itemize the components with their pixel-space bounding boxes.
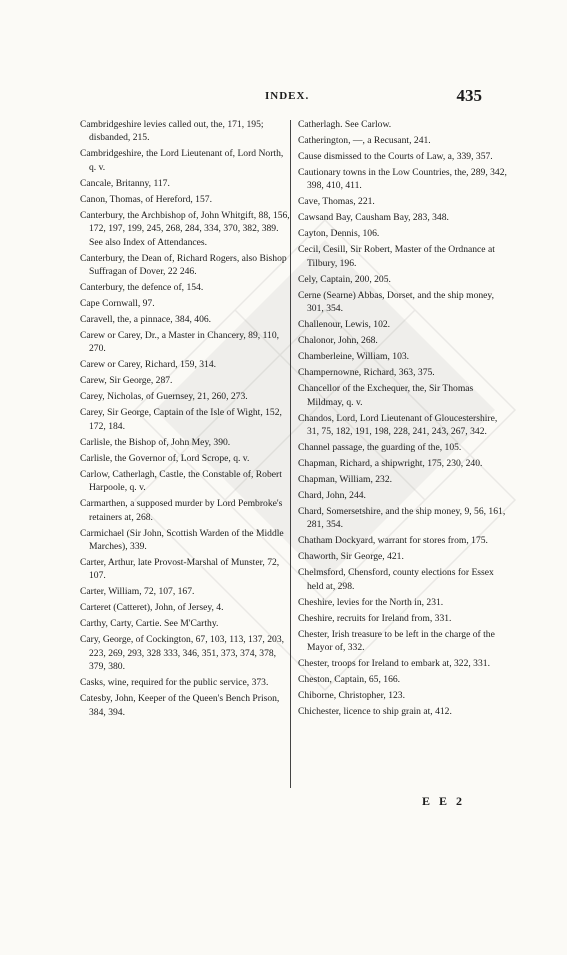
signature-mark: E E 2: [422, 794, 466, 808]
index-entry: Channel passage, the guarding of the, 105.: [298, 442, 462, 454]
index-entry: Chaworth, Sir George, 421.: [298, 551, 404, 563]
index-entry: Casks, wine, required for the public service, 373.: [80, 677, 269, 689]
index-entry: Chatham Dockyard, warrant for stores from, 175.: [298, 535, 488, 547]
index-entry: Carter, Arthur, late Provost-Marshal of Munster, 72, 107.: [80, 557, 280, 582]
index-entry: Cecil, Cesill, Sir Robert, Master of the Ordnance at Tilbury, 196.: [298, 244, 495, 269]
index-entry: Canterbury, the Archbishop of, John Whitgift, 88, 156, 172, 197, 199, 245, 268, 284, 334, 370, 382, 389. See also Index of Attendances.: [80, 209, 290, 248]
header-title: INDEX.: [265, 90, 310, 102]
index-entry: Catherington, —, a Recusant, 241.: [298, 135, 431, 146]
page-number: 435: [456, 86, 482, 105]
index-entry: Cancale, Britanny, 117.: [80, 177, 170, 189]
index-entry: Chapman, William, 232.: [298, 474, 393, 486]
index-entry: Chancellor of the Exchequer, the, Sir Thomas Mildmay, q. v.: [298, 383, 474, 408]
index-entry: Cheshire, recruits for Ireland from, 331.: [298, 612, 452, 624]
index-entry: Carew or Carey, Richard, 159, 314.: [80, 359, 217, 371]
index-entry: Canterbury, the Dean of, Richard Rogers, also Bishop Suffragan of Dover, 22 246.: [80, 252, 287, 278]
index-entry: Cayton, Dennis, 106.: [298, 228, 380, 240]
index-entry: Carmichael (Sir John, Scottish Warden of the Middle Marches), 339.: [80, 527, 284, 553]
index-entry: Cause dismissed to the Courts of Law, a, 339, 357.: [298, 151, 493, 162]
running-header: [0, 86, 567, 106]
index-entry: Cawsand Bay, Causham Bay, 283, 348.: [298, 212, 449, 224]
index-entry: Champernowne, Richard, 363, 375.: [298, 367, 435, 379]
index-column-left: [80, 118, 290, 722]
index-entry: Carteret (Catteret), John, of Jersey, 4.: [80, 602, 224, 614]
index-entry: Chester, Irish treasure to be left in the charge of the Mayor of, 332.: [298, 628, 495, 654]
index-entry: Carew, Sir George, 287.: [80, 375, 173, 387]
index-entry: Cape Cornwall, 97.: [80, 298, 155, 310]
index-entry: Cambridgeshire, the Lord Lieutenant of, Lord North, q. v.: [80, 148, 284, 173]
index-entry: Carlisle, the Bishop of, John Mey, 390.: [80, 436, 231, 448]
index-entry: Carter, William, 72, 107, 167.: [80, 586, 195, 598]
index-entry: Cautionary towns in the Low Countries, the, 289, 342, 398, 410, 411.: [298, 167, 507, 192]
index-entry: Catherlagh. See Carlow.: [298, 119, 392, 130]
index-entry: Chard, John, 244.: [298, 490, 366, 502]
index-entry: Chiborne, Christopher, 123.: [298, 690, 406, 702]
index-entry: Cambridgeshire levies called out, the, 171, 195; disbanded, 215.: [80, 119, 264, 144]
index-entry: Cave, Thomas, 221.: [298, 196, 375, 208]
index-column-right: [298, 118, 508, 721]
index-entry: Carlow, Catherlagh, Castle, the Constable of, Robert Harpoole, q. v.: [80, 468, 282, 494]
index-entry: Chalonor, John, 268.: [298, 335, 378, 347]
index-entry: Cary, George, of Cockington, 67, 103, 113, 137, 203, 223, 269, 293, 328 333, 346, 351, 373, 374, 378, 379, 380.: [80, 634, 285, 673]
index-entry: Cheshire, levies for the North in, 231.: [298, 596, 444, 608]
index-entry: Canterbury, the defence of, 154.: [80, 282, 204, 294]
index-entry: Chard, Somersetshire, and the ship money, 9, 56, 161, 281, 354.: [298, 506, 506, 531]
index-entry: Carlisle, the Governor of, Lord Scrope, q. v.: [80, 452, 250, 464]
index-entry: Carey, Sir George, Captain of the Isle of Wight, 152, 172, 184.: [80, 407, 282, 432]
index-entry: Cely, Captain, 200, 205.: [298, 273, 391, 285]
index-entry: Chandos, Lord, Lord Lieutenant of Gloucestershire, 31, 75, 182, 191, 198, 228, 241, 243, 267, 342.: [298, 412, 498, 438]
index-entry: Carmarthen, a supposed murder by Lord Pembroke's retainers at, 268.: [80, 498, 283, 523]
index-entry: Chichester, licence to ship grain at, 412.: [298, 706, 452, 718]
index-entry: Chelmsford, Chensford, county elections for Essex held at, 298.: [298, 567, 494, 592]
index-entry: Chamberleine, William, 103.: [298, 351, 410, 363]
index-entry: Cheston, Captain, 65, 166.: [298, 674, 401, 686]
column-divider: [290, 120, 291, 788]
index-entry: Caravell, the, a pinnace, 384, 406.: [80, 314, 212, 326]
index-entry: Carew or Carey, Dr., a Master in Chancery, 89, 110, 270.: [80, 330, 280, 355]
index-entry: Chapman, Richard, a shipwright, 175, 230, 240.: [298, 458, 483, 470]
index-entry: Cerne (Searne) Abbas, Dorset, and the ship money, 301, 354.: [298, 289, 494, 315]
index-entry: Challenour, Lewis, 102.: [298, 319, 391, 331]
index-entry: Catesby, John, Keeper of the Queen's Bench Prison, 384, 394.: [80, 693, 280, 718]
index-entry: Carthy, Carty, Cartie. See M'Carthy.: [80, 618, 219, 630]
index-entry: Canon, Thomas, of Hereford, 157.: [80, 193, 212, 205]
index-entry: Chester, troops for Ireland to embark at, 322, 331.: [298, 658, 490, 670]
index-entry: Carey, Nicholas, of Guernsey, 21, 260, 273.: [80, 391, 248, 403]
